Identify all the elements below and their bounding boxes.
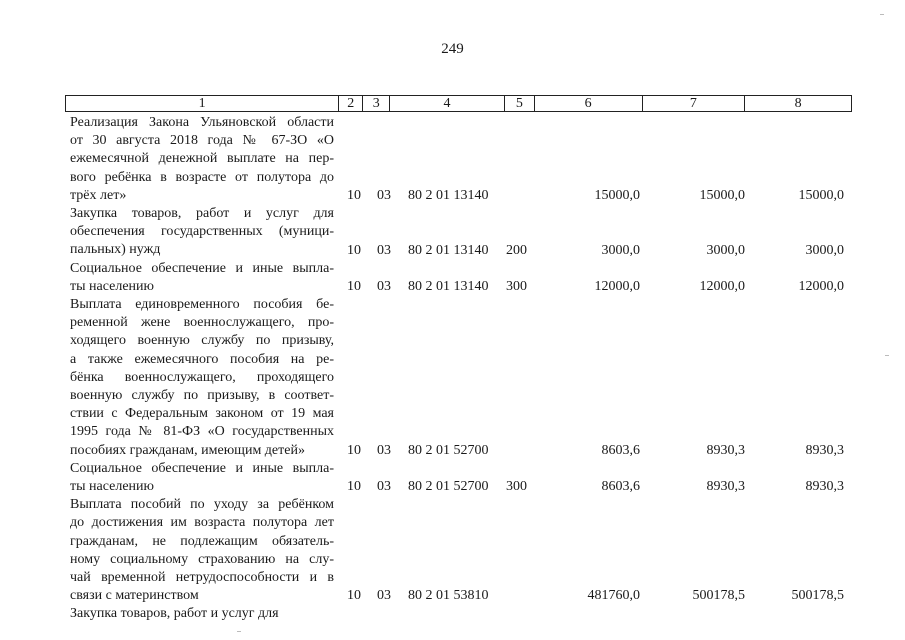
amount-col-7-cell: 15000,0 (699, 188, 745, 204)
description-line: а также ежемесячного пособия на ре- (70, 351, 334, 367)
target-code-cell: 80 2 01 53810 (408, 588, 489, 604)
table-row (70, 605, 860, 623)
target-code-cell: 80 2 01 13140 (408, 279, 489, 295)
header-col-7: 7 (642, 96, 745, 111)
row-description (70, 605, 334, 623)
target-code-cell: 80 2 01 13140 (408, 188, 489, 204)
description-line: ходящего военную службу по призыву, (70, 333, 334, 349)
scan-speck (880, 14, 884, 15)
header-col-5: 5 (504, 96, 534, 111)
section-cell: 10 (347, 442, 361, 458)
row-description (70, 496, 334, 605)
description-line: ствии с Федеральным законом от 19 мая (70, 406, 334, 422)
description-line: Реализация Закона Ульяновской области (70, 115, 334, 130)
description-line: обеспечения государственных (муници- (70, 224, 334, 240)
table-header (65, 95, 852, 112)
section-cell: 10 (347, 479, 361, 495)
amount-col-7-cell: 500178,5 (692, 588, 745, 604)
description-line: связи с материнством (70, 588, 199, 604)
amount-col-6-cell: 8603,6 (601, 442, 640, 458)
header-col-3: 3 (362, 96, 389, 111)
header-col-2: 2 (338, 96, 362, 111)
description-line: ежемесячной денежной выплате на пер- (70, 151, 334, 167)
amount-col-8-cell: 12000,0 (798, 279, 844, 295)
description-line: Закупка товаров, работ и услуг для (70, 206, 334, 222)
amount-col-6-cell: 8603,6 (601, 479, 640, 495)
description-line: пальных) нужд (70, 242, 161, 258)
description-line: до достижения им возраста полутора лет (70, 515, 334, 531)
description-line: пособиях гражданам, имеющим детей» (70, 442, 305, 458)
description-line: ному социальному страхованию на слу- (70, 551, 334, 567)
table-row (70, 114, 860, 205)
header-col-1: 1 (198, 96, 206, 111)
description-line: Социальное обеспечение и иные выпла- (70, 460, 334, 476)
row-description (70, 114, 334, 205)
section-cell: 10 (347, 279, 361, 295)
amount-col-8-cell: 8930,3 (805, 442, 844, 458)
amount-col-8-cell: 8930,3 (805, 479, 844, 495)
description-line: от 30 августа 2018 года № 67-ЗО «О (70, 133, 334, 149)
amount-col-7-cell: 8930,3 (706, 442, 745, 458)
subsection-cell: 03 (377, 442, 391, 458)
subsection-cell: 03 (377, 242, 391, 258)
expense-type-cell: 200 (506, 242, 527, 258)
section-cell: 10 (347, 242, 361, 258)
amount-col-6-cell: 3000,0 (601, 242, 640, 258)
row-description (70, 205, 334, 260)
page-number: 249 (441, 41, 464, 57)
table-row (70, 260, 860, 296)
description-line: чай временной нетрудоспособности и в (70, 570, 334, 586)
subsection-cell: 03 (377, 479, 391, 495)
amount-col-7-cell: 8930,3 (706, 479, 745, 495)
header-col-4: 4 (389, 96, 504, 111)
amount-col-7-cell: 12000,0 (699, 279, 745, 295)
section-cell: 10 (347, 188, 361, 204)
amount-col-6-cell: 12000,0 (594, 279, 640, 295)
subsection-cell: 03 (377, 188, 391, 204)
amount-col-8-cell: 15000,0 (798, 188, 844, 204)
row-description (70, 460, 334, 496)
description-line: Закупка товаров, работ и услуг для (70, 606, 279, 622)
header-col-8: 8 (744, 96, 851, 111)
description-line: вого ребёнка в возрасте от полутора до (70, 169, 334, 185)
subsection-cell: 03 (377, 279, 391, 295)
description-line: Выплата пособий по уходу за ребёнком (70, 497, 334, 513)
target-code-cell: 80 2 01 52700 (408, 479, 489, 495)
subsection-cell: 03 (377, 588, 391, 604)
target-code-cell: 80 2 01 13140 (408, 242, 489, 258)
amount-col-8-cell: 3000,0 (805, 242, 844, 258)
description-line: ты населению (70, 479, 154, 495)
expense-type-cell: 300 (506, 479, 527, 495)
expense-type-cell: 300 (506, 279, 527, 295)
table-row (70, 205, 860, 260)
amount-col-8-cell: 500178,5 (791, 588, 844, 604)
scan-speck (237, 631, 241, 632)
amount-col-6-cell: 15000,0 (594, 188, 640, 204)
table-row (70, 296, 860, 460)
row-description (70, 296, 334, 460)
table-row (70, 460, 860, 496)
description-line: ты населению (70, 278, 154, 294)
description-line: ременной жене военнослужащего, про- (70, 315, 334, 331)
target-code-cell: 80 2 01 52700 (408, 442, 489, 458)
table-body (70, 114, 860, 624)
scan-speck (885, 355, 889, 356)
amount-col-6-cell: 481760,0 (587, 588, 640, 604)
amount-col-7-cell: 3000,0 (706, 242, 745, 258)
description-line: Выплата единовременного пособия бе- (70, 297, 334, 313)
section-cell: 10 (347, 588, 361, 604)
table-row (70, 496, 860, 605)
description-line: 1995 года № 81-ФЗ «О государственных (70, 424, 334, 440)
row-description (70, 260, 334, 296)
description-line: гражданам, не подлежащим обязатель- (70, 533, 334, 549)
header-col-6: 6 (534, 96, 642, 111)
description-line: бёнка военнослужащего, проходящего (70, 369, 334, 385)
description-line: трёх лет» (70, 187, 127, 203)
description-line: военную службу по призыву, в соответ- (70, 388, 334, 404)
description-line: Социальное обеспечение и иные выпла- (70, 260, 334, 276)
